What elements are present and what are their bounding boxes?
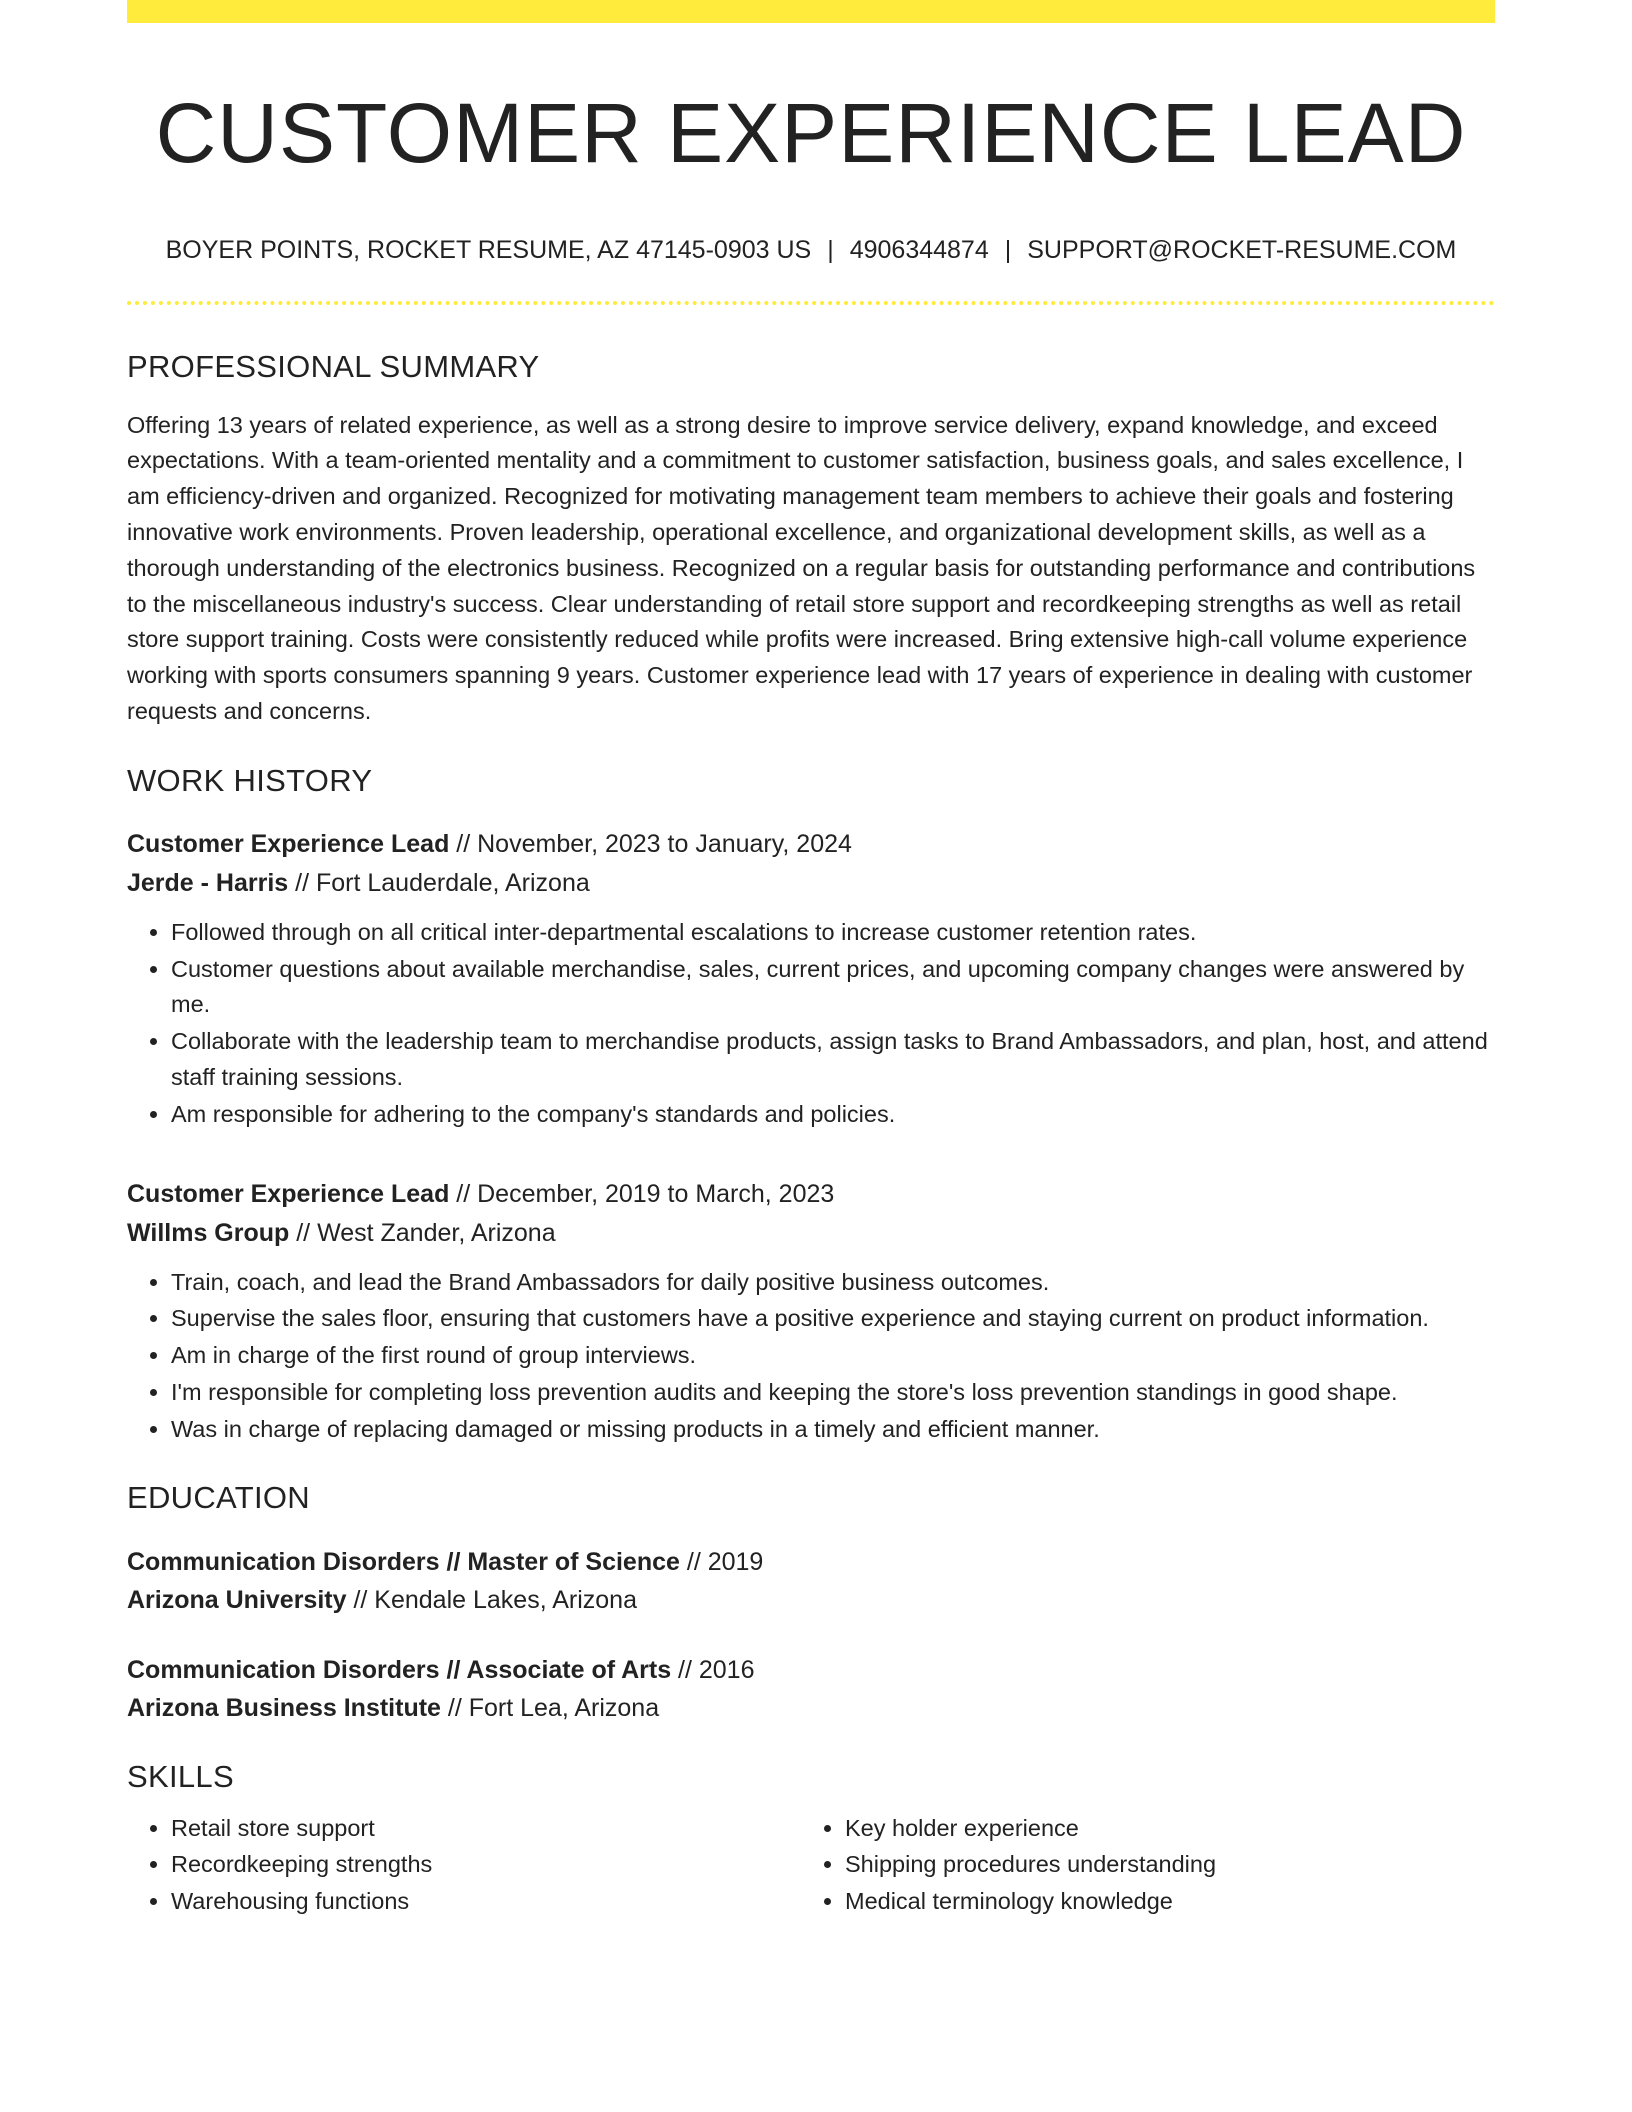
contact-phone: 4906344874 — [849, 235, 989, 264]
job-dates: // December, 2019 to March, 2023 — [449, 1179, 835, 1208]
job-bullet: • Was in charge of replacing damaged or missing products in a timely and efficient manner. — [171, 1412, 1495, 1448]
job-bullet-list — [127, 915, 1495, 1133]
education-entry — [127, 1651, 1495, 1727]
job-dates: // November, 2023 to January, 2024 — [449, 829, 852, 858]
job-bullet: • Followed through on all critical inter-departmental escalations to increase customer retention rates. — [171, 915, 1495, 951]
education-location: // Kendale Lakes, Arizona — [346, 1585, 637, 1614]
education-degree-line — [127, 1543, 1495, 1581]
section-title-education: EDUCATION — [127, 1479, 310, 1515]
job-entry — [127, 825, 1495, 1133]
section-title-summary: PROFESSIONAL SUMMARY — [127, 348, 540, 384]
skill-item: • Retail store support — [171, 1811, 801, 1847]
section-title-work-history: WORK HISTORY — [127, 762, 373, 798]
job-bullet: • I'm responsible for completing loss prevention audits and keeping the store's loss prevention standings in good shape. — [171, 1375, 1495, 1411]
resume-name: CUSTOMER EXPERIENCE LEAD — [155, 86, 1467, 180]
education-school: Arizona Business Institute — [127, 1693, 441, 1722]
contact-address: BOYER POINTS, ROCKET RESUME, AZ 47145-0903 US — [165, 235, 812, 264]
skill-item: • Key holder experience — [845, 1811, 1475, 1847]
job-location: // Fort Lauderdale, Arizona — [288, 868, 590, 897]
accent-top-bar — [127, 0, 1495, 23]
skills-list — [127, 1811, 801, 1920]
job-bullet-list — [127, 1265, 1495, 1448]
job-bullet: • Customer questions about available merchandise, sales, current prices, and upcoming company changes were answered by me. — [171, 952, 1495, 1024]
education-entry — [127, 1543, 1495, 1619]
skill-item: • Warehousing functions — [171, 1884, 801, 1920]
job-bullet: • Am responsible for adhering to the company's standards and policies. — [171, 1097, 1495, 1133]
job-entry — [127, 1175, 1495, 1448]
skill-item: • Recordkeeping strengths — [171, 1847, 801, 1883]
contact-line — [127, 236, 1495, 265]
resume-page — [127, 0, 1495, 1921]
job-title-line — [127, 1175, 1495, 1214]
contact-separator: | — [1004, 235, 1012, 264]
job-bullet: • Collaborate with the leadership team to merchandise products, assign tasks to Brand Ambassadors, and plan, host, and attend staff training sessions. — [171, 1024, 1495, 1096]
job-company-line — [127, 864, 1495, 903]
education-degree-line — [127, 1651, 1495, 1689]
skills-column-right — [801, 1811, 1475, 1921]
education-year: // 2016 — [671, 1655, 755, 1684]
education-school-line — [127, 1581, 1495, 1619]
job-bullet: • Supervise the sales floor, ensuring that customers have a positive experience and staying current on product information. — [171, 1301, 1495, 1337]
skill-item: • Medical terminology knowledge — [845, 1884, 1475, 1920]
job-role: Customer Experience Lead — [127, 829, 450, 858]
job-location: // West Zander, Arizona — [289, 1218, 556, 1247]
section-title-skills: SKILLS — [127, 1758, 234, 1794]
job-company: Jerde - Harris — [127, 868, 289, 897]
education-degree: Communication Disorders // Master of Science — [127, 1547, 680, 1576]
skills-list — [801, 1811, 1475, 1920]
job-company-line — [127, 1214, 1495, 1253]
job-bullet: • Am in charge of the first round of group interviews. — [171, 1338, 1495, 1374]
job-title-line — [127, 825, 1495, 864]
job-bullet: • Train, coach, and lead the Brand Ambassadors for daily positive business outcomes. — [171, 1265, 1495, 1301]
summary-paragraph: Offering 13 years of related experience, as well as a strong desire to improve service delivery, expand knowledge, and exceed expectations. With a team-oriented mentality and a commitment to customer satisfaction, business goals, and sales excellence, I am efficiency-driven and organized. Recognized for motivating management team members to achieve their goals and fostering innovative work environments. Proven leadership, operational excellence, and organizational development skills, as well as a thorough understanding of the electronics business. Recognized on a regular basis for outstanding performance and contributions to the miscellaneous industry's success. Clear understanding of retail store support and recordkeeping strengths as well as retail store support training. Costs were consistently reduced while profits were increased. Bring extensive high-call volume experience working with sports consumers spanning 9 years. Customer experience lead with 17 years of experience in dealing with customer requests and concerns. — [127, 411, 1476, 724]
education-school-line — [127, 1689, 1495, 1727]
contact-email: SUPPORT@ROCKET-RESUME.COM — [1027, 235, 1457, 264]
skills-column-left — [127, 1811, 801, 1921]
education-school: Arizona University — [127, 1585, 347, 1614]
header-divider — [127, 301, 1495, 305]
education-location: // Fort Lea, Arizona — [440, 1693, 660, 1722]
job-role: Customer Experience Lead — [127, 1179, 450, 1208]
skills-grid — [127, 1811, 1495, 1921]
job-company: Willms Group — [127, 1218, 290, 1247]
contact-separator: | — [827, 235, 834, 264]
skill-item: • Shipping procedures understanding — [845, 1847, 1475, 1883]
education-degree: Communication Disorders // Associate of Arts — [127, 1655, 672, 1684]
education-year: // 2019 — [679, 1547, 764, 1576]
